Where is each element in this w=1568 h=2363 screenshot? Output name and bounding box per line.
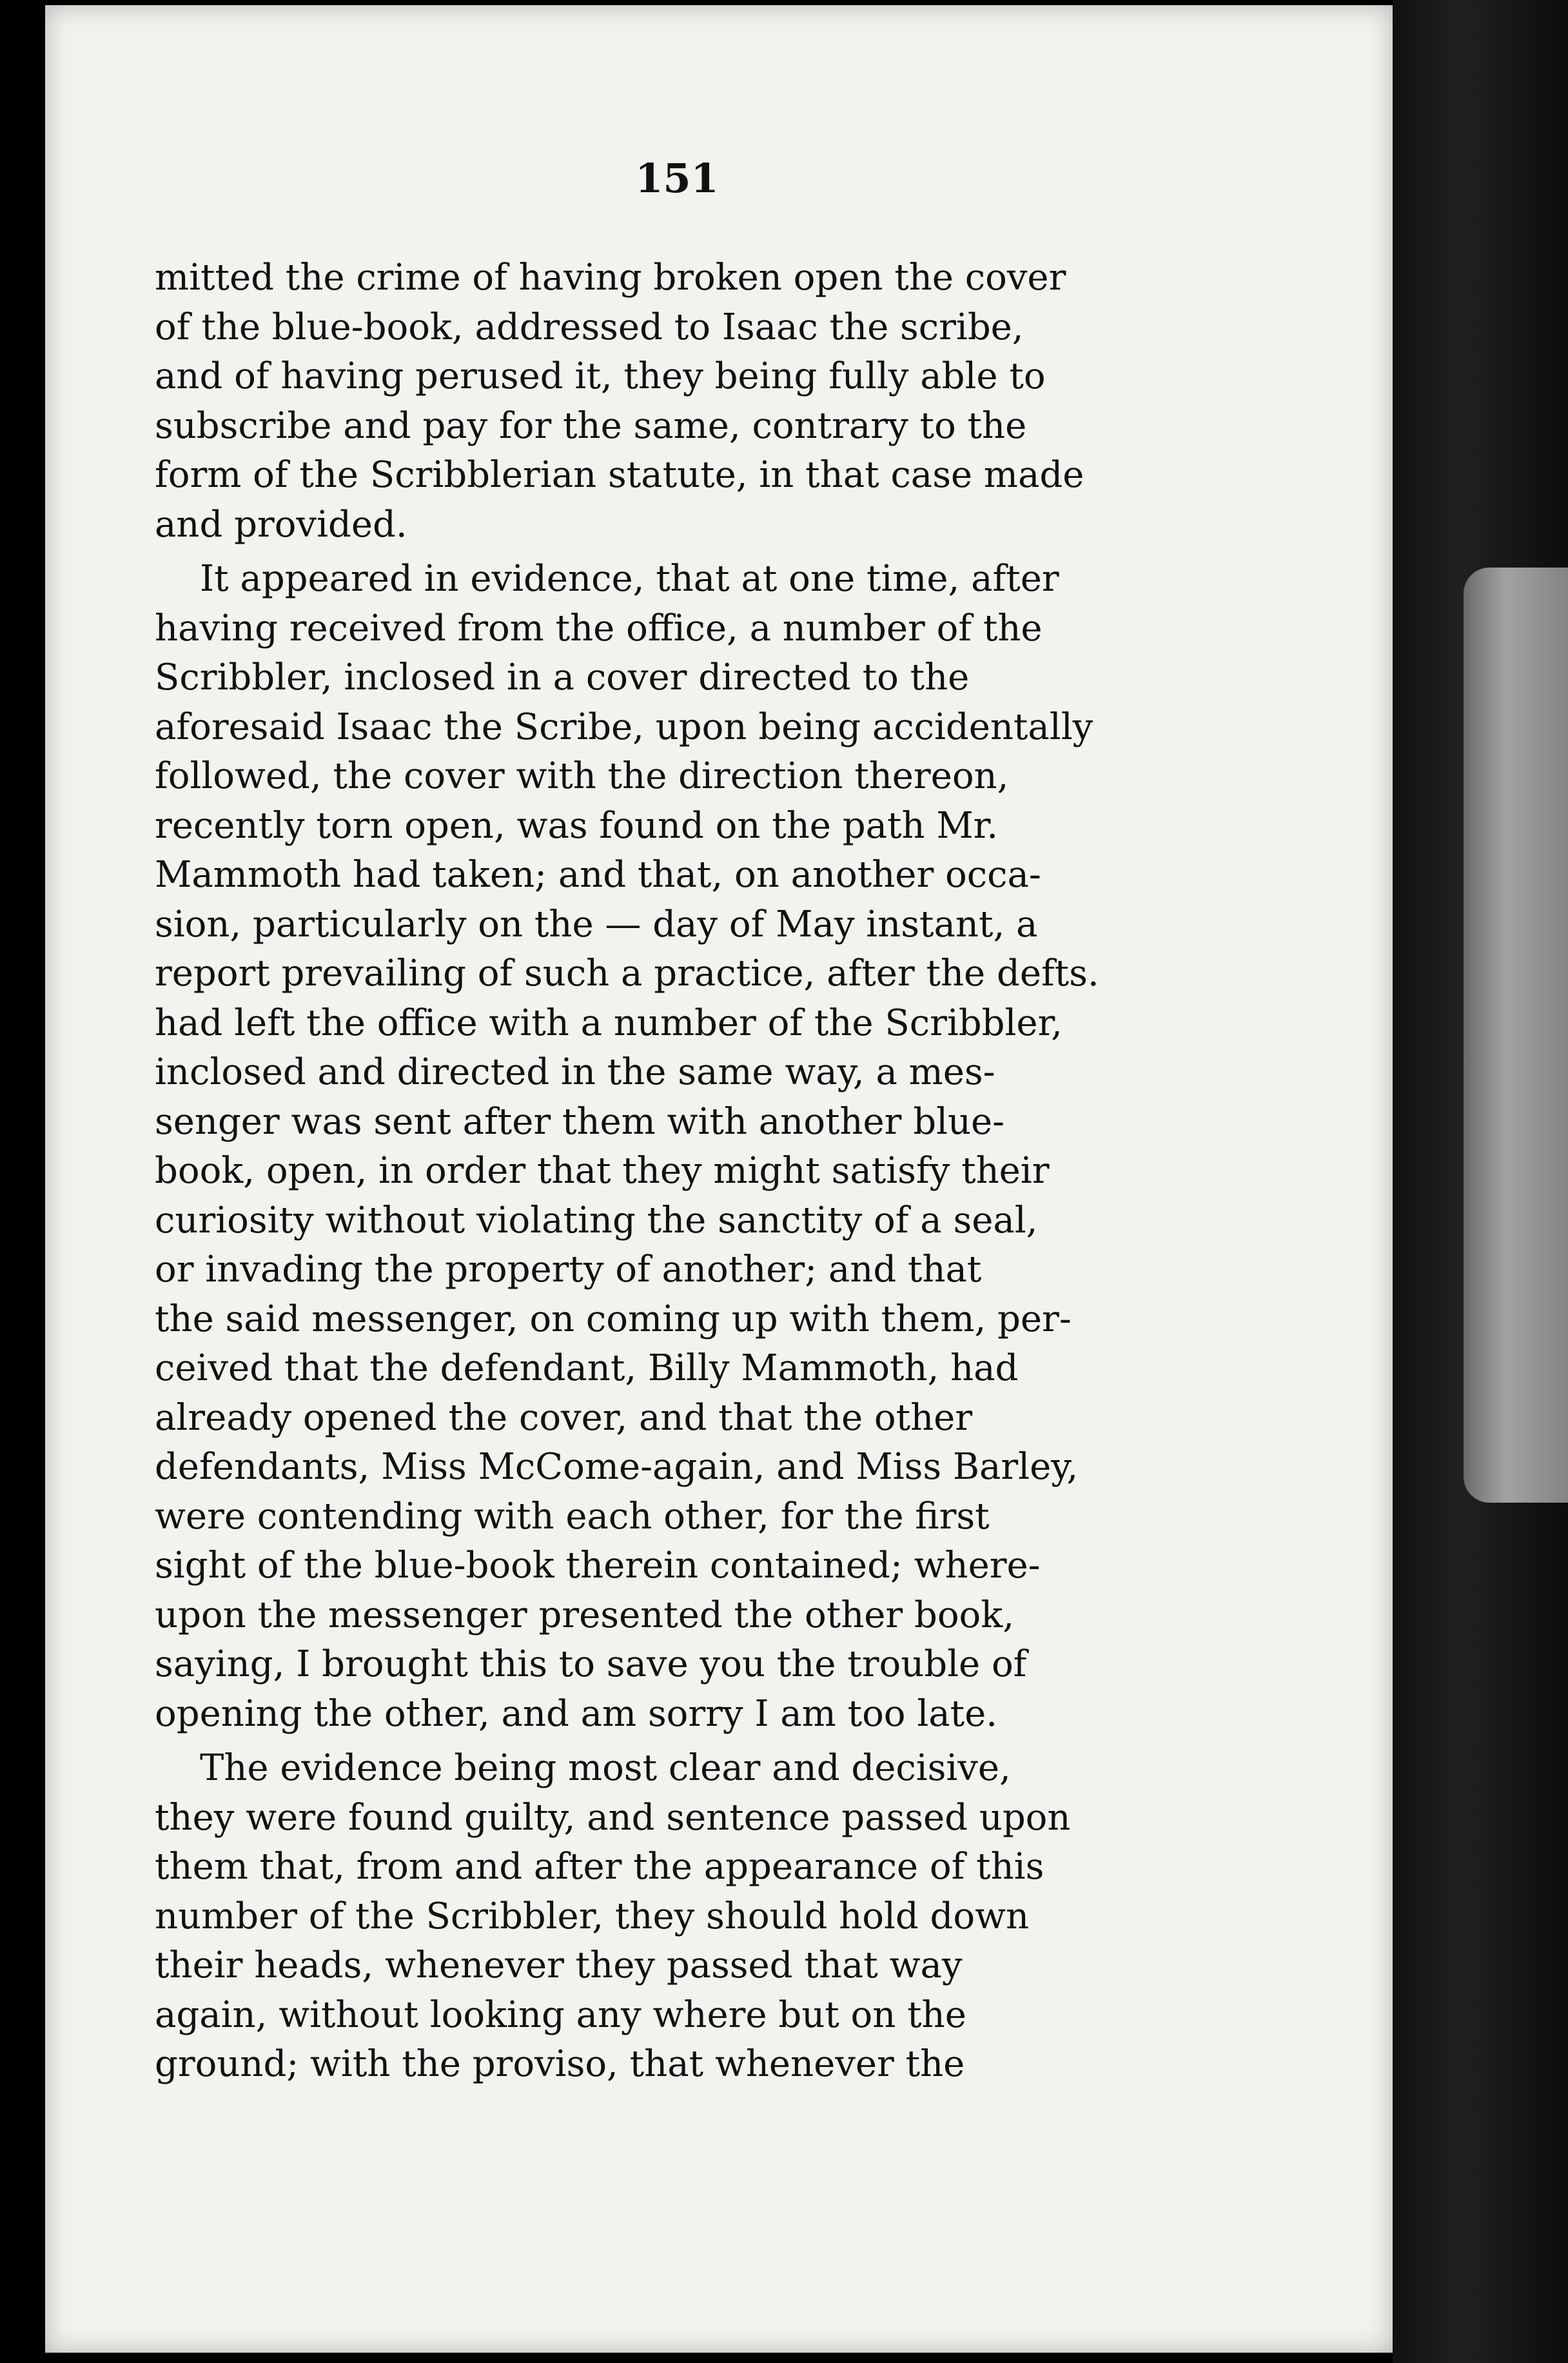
text-line: and of having perused it, they being fully able to xyxy=(155,355,1046,397)
text-line: their heads, whenever they passed that way xyxy=(155,1944,963,1986)
text-line: ground; with the proviso, that whenever the xyxy=(155,2043,965,2085)
text-line: sight of the blue-book therein contained; where- xyxy=(155,1545,1041,1587)
text-line: already opened the cover, and that the other xyxy=(155,1396,973,1439)
text-line: they were found guilty, and sentence passed upon xyxy=(155,1796,1071,1839)
text-line: of the blue-book, addressed to Isaac the scribe, xyxy=(155,306,1024,348)
text-line: number of the Scribbler, they should hold down xyxy=(155,1895,1030,1937)
text-line: or invading the property of another; and that xyxy=(155,1249,982,1290)
text-line: curiosity without violating the sanctity of a seal, xyxy=(155,1199,1038,1241)
text-line: It appeared in evidence, that at one time, after xyxy=(200,558,1059,600)
text-line: The evidence being most clear and decisive, xyxy=(200,1747,1011,1789)
text-line: the said messenger, on coming up with them, per- xyxy=(155,1298,1072,1340)
text-line: upon the messenger presented the other book, xyxy=(155,1594,1015,1636)
book-page xyxy=(45,5,1393,2353)
text-line: Mammoth had taken; and that, on another occa- xyxy=(155,854,1041,896)
text-line: form of the Scribblerian statute, in that case made xyxy=(155,454,1084,496)
text-line: mitted the crime of having broken open the cover xyxy=(155,257,1066,299)
text-line: them that, from and after the appearance of this xyxy=(155,1846,1044,1888)
text-line: were contending with each other, for the first xyxy=(155,1495,990,1537)
text-line: defendants, Miss McCome-again, and Miss Barley, xyxy=(155,1446,1079,1488)
text-line: had left the office with a number of the Scribbler, xyxy=(155,1002,1063,1044)
text-line: opening the other, and am sorry I am too late. xyxy=(155,1692,998,1735)
text-line: aforesaid Isaac the Scribe, upon being accidentally xyxy=(155,706,1093,748)
text-line: again, without looking any where but on the xyxy=(155,1993,966,2036)
text-line: subscribe and pay for the same, contrary to the xyxy=(155,404,1027,447)
text-line: senger was sent after them with another blue- xyxy=(155,1100,1005,1143)
text-line: book, open, in order that they might satisfy their xyxy=(155,1150,1050,1192)
text-line: saying, I brought this to save you the trouble of xyxy=(155,1643,1027,1685)
text-line: sion, particularly on the — day of May instant, a xyxy=(155,903,1038,945)
text-line: report prevailing of such a practice, after the defts. xyxy=(155,953,1099,994)
paragraph-gap xyxy=(155,549,1193,555)
adjacent-page-edge xyxy=(1464,568,1568,1503)
text-line: inclosed and directed in the same way, a mes- xyxy=(155,1051,995,1093)
text-line: and provided. xyxy=(155,503,407,546)
paragraph-gap xyxy=(155,1739,1193,1744)
page-number: 151 xyxy=(635,155,719,202)
text-line: recently torn open, was found on the path Mr. xyxy=(155,804,999,847)
text-line: ceived that the defendant, Billy Mammoth, had xyxy=(155,1347,1019,1389)
text-line: having received from the office, a number of the xyxy=(155,607,1043,649)
text-line: followed, the cover with the direction thereon, xyxy=(155,755,1009,797)
text-line: Scribbler, inclosed in a cover directed to the xyxy=(155,657,970,698)
scan-border-left xyxy=(0,0,45,2363)
body-text xyxy=(155,253,1193,2090)
